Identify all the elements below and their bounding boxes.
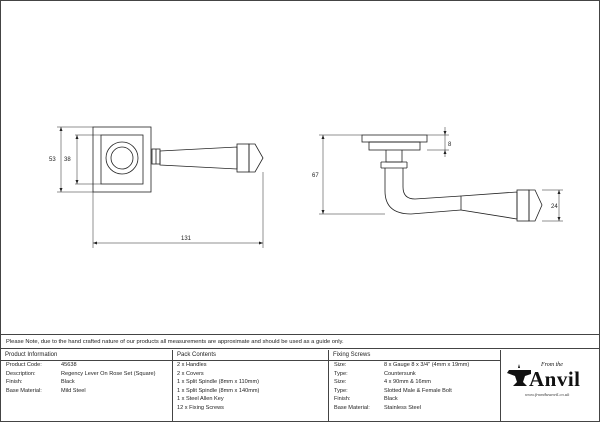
pack-item: 1 x Steel Allen Key: [177, 396, 224, 403]
product-info-row: Base Material: Mild Steel: [6, 387, 86, 394]
side-rose-plate: [362, 135, 427, 142]
from-the-anvil-logo: [501, 350, 599, 422]
side-lever-band: [517, 190, 529, 221]
front-lever-band: [237, 144, 249, 172]
logo-url-text: www.fromtheanvil.co.uk: [525, 392, 570, 397]
dim-side-height: 67: [312, 173, 319, 179]
pack-item: 1 x Split Spindle (8mm x 140mm): [177, 387, 260, 394]
logo-brand-text: Anvil: [529, 367, 581, 391]
fixing-screw-row: Type: Countersunk: [334, 370, 416, 377]
front-rose-boss-inner: [111, 147, 133, 169]
fixing-screw-row: Type: Slotted Male & Female Bolt: [334, 387, 452, 394]
side-lever-grip: [461, 192, 517, 219]
disclaimer-note: Please Note, due to the hand crafted nature of our products all measurements are approximate and should be used as a guide only.: [1, 334, 599, 349]
pack-contents-panel: [173, 350, 329, 422]
fixing-screws-header: Fixing Screws: [329, 350, 500, 361]
dim-height-inner: 38: [64, 157, 71, 163]
product-info-row: Product Code: 45638: [6, 362, 77, 368]
dim-length: 131: [181, 236, 192, 242]
fixing-screw-row: Size: 4 x 90mm & 16mm: [334, 379, 431, 386]
fixing-screw-row: Base Material: Stainless Steel: [334, 404, 422, 411]
dim-grip-height: 24: [551, 204, 558, 210]
product-information-panel: [1, 350, 173, 422]
pack-item: 1 x Split Spindle (8mm x 110mm): [177, 379, 259, 386]
side-rose-boss: [369, 142, 420, 150]
fixing-screws-panel: [329, 350, 501, 422]
fixing-screw-row: Size: 8 x Gauge 8 x 3/4" (4mm x 19mm): [334, 362, 470, 368]
dim-height-outer: 53: [49, 157, 56, 163]
product-information-header: Product Information: [1, 350, 172, 361]
pack-contents-header: Pack Contents: [173, 350, 328, 361]
pack-item: 2 x Covers: [177, 370, 204, 377]
front-lever-body: [160, 147, 237, 169]
front-lever-tip: [249, 144, 263, 172]
front-rose-outer: [93, 127, 151, 192]
dim-rose-depth: 8: [448, 142, 452, 148]
product-info-row: Finish: Black: [6, 379, 75, 386]
pack-item: 12 x Fixing Screws: [177, 404, 224, 411]
technical-drawing: [1, 1, 599, 333]
side-lever-neck: [386, 150, 402, 162]
pack-item: 2 x Handles: [177, 362, 207, 368]
product-info-row: Description: Regency Lever On Rose Set (Square): [6, 370, 156, 377]
logo-from-text: From the: [541, 362, 563, 368]
side-lever-bend: [385, 168, 461, 214]
side-lever-tip: [529, 190, 542, 221]
fixing-screw-row: Finish: Black: [334, 396, 398, 403]
